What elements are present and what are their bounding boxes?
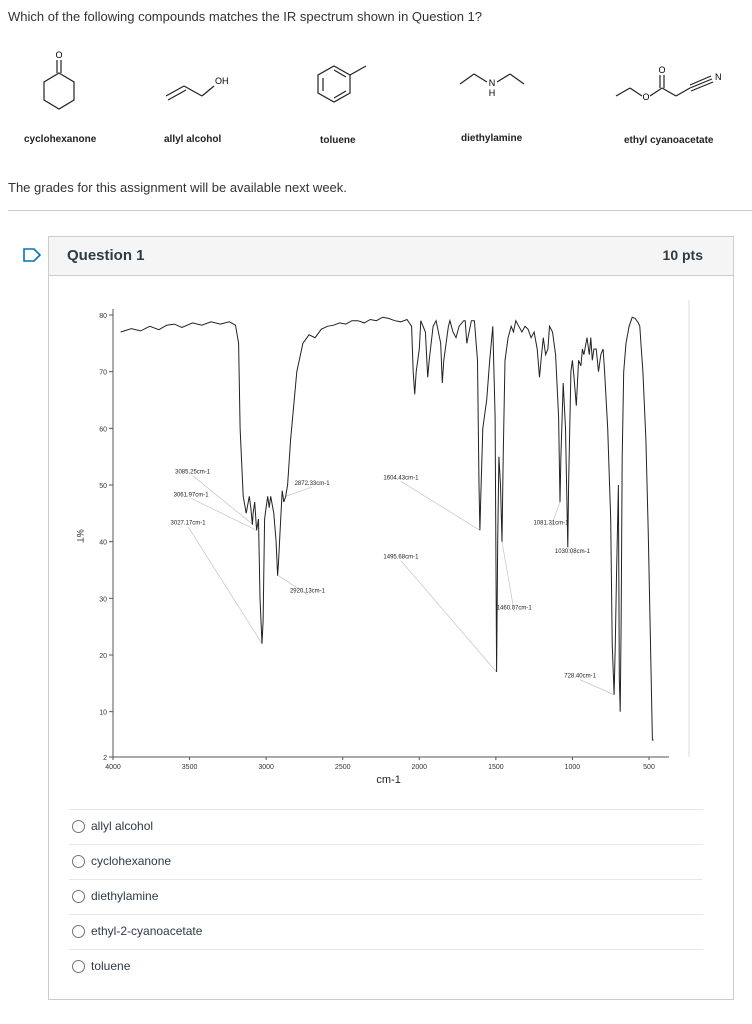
peak-label: 3027.17cm-1 [170,520,206,527]
answer-label[interactable]: allyl alcohol [91,819,154,833]
question-box [48,236,734,1000]
answer-radio[interactable] [72,890,85,903]
x-tick-label: 4000 [105,764,121,771]
answer-label[interactable]: cyclohexanone [91,854,172,868]
compound-name-cyclohexanone: cyclohexanone [24,134,97,145]
x-axis-label: cm-1 [376,774,401,785]
question-intro-text: Which of the following compounds matches the IR spectrum shown in Question 1? [8,9,483,24]
oxygen-label: O [55,50,63,60]
y-tick-label: 40 [99,539,107,547]
x-tick-label: 1000 [564,764,581,771]
peak-label: 1030.08cm-1 [554,549,590,555]
bookmark-flag-icon[interactable] [22,247,42,263]
spectrum-axes [75,300,689,785]
allyl-alcohol-structure [162,68,232,104]
answer-radio[interactable] [72,960,85,973]
y-tick-label: 20 [99,653,107,660]
hydrogen-label: H [488,88,496,98]
answer-option[interactable] [69,879,703,914]
question-title: Question 1 [67,247,145,264]
peak-label: 2872.33cm-1 [294,481,330,487]
y-tick-label: 30 [99,596,107,604]
answer-radio[interactable] [72,855,85,868]
peak-label: 3085.25cm-1 [175,469,211,476]
peak-leader-line [401,561,497,672]
peak-labels [171,470,597,680]
divider [8,210,752,211]
compound-name-diethylamine: diethylamine [461,133,523,144]
answer-label[interactable]: toluene [91,959,131,973]
peak-label: 728.40cm-1 [564,673,596,680]
question-header [49,237,733,276]
answer-option[interactable] [69,949,703,984]
ir-spectrum-chart [49,295,733,785]
answer-radio[interactable] [72,925,85,938]
cyclohexanone-structure [38,48,82,118]
answer-radio[interactable] [72,820,85,833]
peak-label: 2920.13cm-1 [289,588,326,595]
hydroxyl-label: OH [215,76,229,86]
peak-leader-line [401,481,480,530]
x-tick-label: 3500 [181,764,198,771]
y-tick-label: 80 [99,313,107,320]
toluene-structure [312,60,372,108]
x-tick-label: 3000 [258,764,274,771]
peak-label: 3061.97cm-1 [173,492,209,499]
x-tick-label: 2500 [334,764,351,771]
ethyl-cyanoacetate-structure [612,62,724,110]
question-points: 10 pts [662,247,703,263]
peak-leader-line [580,680,614,695]
peak-leader-line [502,542,514,612]
peak-leader-line [188,527,262,644]
compound-name-allyl-alcohol: allyl alcohol [164,134,222,145]
peak-label: 1081.31cm-1 [533,520,569,527]
answer-option[interactable] [69,844,703,879]
answer-option[interactable] [69,809,703,844]
y-tick-label: 10 [99,709,107,717]
y-tick-label: 50 [99,483,107,490]
answer-option[interactable] [69,914,703,949]
carbonyl-oxygen-label: O [658,65,666,75]
nitrogen-label: N [488,78,496,88]
compound-name-ethyl-cyanoacetate: ethyl cyanoacetate [624,135,714,146]
x-tick-label: 500 [643,764,655,771]
compound-structures [0,40,752,170]
peak-label: 1460.07cm-1 [496,605,532,612]
grades-notice: The grades for this assignment will be available next week. [8,180,347,195]
peak-leader-line [286,487,312,496]
answer-label[interactable]: ethyl-2-cyanoacetate [91,924,203,938]
diethylamine-structure [456,66,530,100]
y-tick-label: 2 [103,755,107,762]
peak-label: 1495.68cm-1 [383,554,419,561]
ester-oxygen-label: O [642,92,650,102]
answer-label[interactable]: diethylamine [91,889,159,903]
y-tick-label: 60 [99,426,107,434]
nitrile-nitrogen-label: N [715,72,722,82]
y-axis-label: %T [75,529,85,543]
peak-annotations [188,476,614,695]
x-tick-label: 2000 [411,764,428,771]
compound-name-toluene: toluene [320,135,356,146]
x-tick-label: 1500 [488,764,504,771]
y-tick-label: 70 [99,369,107,377]
answer-list [69,809,703,984]
peak-label: 1604.43cm-1 [383,475,419,482]
